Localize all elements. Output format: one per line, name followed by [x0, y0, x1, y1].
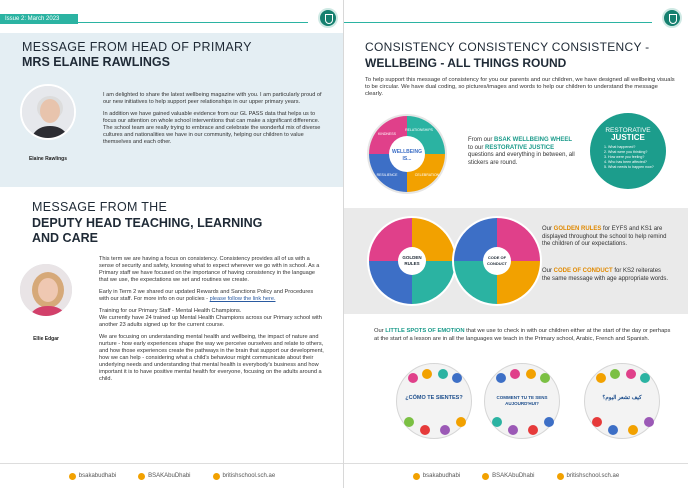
svg-text:IS...: IS...: [402, 156, 412, 162]
page-divider: [343, 0, 344, 488]
facebook-icon: [413, 473, 420, 480]
facebook-link[interactable]: bsakabudhabi: [69, 473, 116, 480]
globe-icon: [557, 473, 564, 480]
website-link-right[interactable]: britishschool.sch.ae: [557, 473, 620, 480]
emotion-circle-arabic: [584, 363, 660, 439]
deputy-paragraph-4: We are focusing on understanding mental health and wellbeing, the impact of nature and nurture - how early experiences shape the way we perceive ourselves and relate to others, and how those experiences create the pathways in the brain that support our development, how we can help - considering what a child's behaviour might communicate about their underlying needs and understanding that mental health is everybody's business and how important it is to have positive mental health for everyone, focusing on the adults around a child.: [99, 334, 324, 382]
svg-text:CELEBRATION: CELEBRATION: [414, 173, 440, 177]
training-title: Training for our Primary Staff - Mental Health Champions.: [99, 308, 242, 314]
deputy-title-line1: DEPUTY HEAD TEACHING, LEARNING: [32, 216, 263, 230]
code-of-conduct-circle: [452, 216, 542, 306]
instagram-link[interactable]: BSAKAbuDhabi: [138, 473, 190, 480]
svg-text:GOLDEN: GOLDEN: [402, 255, 422, 260]
intro-text: To help support this message of consistency for you our parents and our children, we have designed all wellbeing visuals to be circular. We have dual coding, so pictures/images and words to help our children to understand the message clearly.: [365, 77, 675, 97]
head-heading: MESSAGE FROM HEAD OF PRIMARY: [22, 40, 252, 54]
top-rule: [78, 22, 308, 23]
deputy-message-text: [99, 256, 324, 388]
svg-text:WELLBEING: WELLBEING: [392, 149, 422, 155]
svg-text:RELATIONSHIPS: RELATIONSHIPS: [405, 128, 433, 132]
right-footer: [344, 463, 688, 488]
training-text: We currently have 24 trained up Mental Health Champions across our Primary school with another 23 adults signed up for the current course.: [99, 315, 322, 328]
emotion-label-spanish: ¿CÓMO TE SIENTES?: [405, 395, 463, 401]
rj-title-1: RESTORATIVE: [605, 127, 651, 134]
restorative-justice-circle: [590, 113, 666, 189]
elaine-portrait: [20, 84, 76, 140]
golden-rules-circle: [367, 216, 457, 306]
wellbeing-wheel: [366, 113, 448, 195]
svg-text:KINDNESS: KINDNESS: [378, 132, 396, 136]
rules-circles: [366, 214, 544, 308]
left-footer: [0, 463, 344, 488]
svg-text:CONDUCT: CONDUCT: [487, 261, 507, 266]
head-paragraph-1: I am delighted to share the latest wellbeing magazine with you. I am particularly proud of our new initiatives to help support peer relationships in our upper primary years.: [103, 92, 322, 105]
emotion-circle-spanish: [396, 363, 472, 439]
golden-rules-text: Our GOLDEN RULES for EYFS and KS1 are displayed throughout the school to help remind the children of our expectations.: [542, 226, 667, 247]
instagram-icon: [138, 473, 145, 480]
website-link[interactable]: britishschool.sch.ae: [213, 473, 276, 480]
issue-tag: Issue 2: March 2023: [0, 14, 78, 24]
head-name-heading: MRS ELAINE RAWLINGS: [22, 55, 170, 69]
emotion-label-arabic: كيف تشعر اليوم؟: [602, 395, 642, 401]
svg-text:CODE OF: CODE OF: [487, 255, 507, 260]
deputy-heading: MESSAGE FROM THE: [32, 200, 168, 214]
rj-title-2: JUSTICE: [611, 133, 645, 142]
policy-link[interactable]: please follow the link here.: [209, 296, 276, 302]
deputy-paragraph-2: [99, 289, 324, 303]
policy-text: Early in Term 2 we shared our updated Rewards and Sanctions Policy and Procedures with our staff. For more info on our policies -: [99, 289, 314, 302]
head-paragraph-2: In addition we have gained valuable evidence from our GL PASS data that helps us to focus our attention on whole school interventions that can make a significant difference. The school team are really trying to embrace and celebrate the wonderful mix of diverse cultures and nationalities we have in our community, helping our children to value themselves and each other.: [103, 111, 321, 145]
facebook-link-right[interactable]: bsakabudhabi: [413, 473, 460, 480]
deputy-paragraph-3: [99, 308, 324, 329]
head-message-text: [103, 92, 328, 151]
deputy-paragraph-1: This term we are having a focus on consistency. Consistency provides all of us with a sense of security and safety, knowing what to expect wherever we go with in school. As a Primary staff we have focused on the importance of having consistency in the language that we use, the expectations we set and routines we create.: [99, 256, 320, 283]
top-rule-right: [344, 22, 652, 23]
svg-text:RESILIENCE: RESILIENCE: [376, 173, 398, 177]
school-logo-icon-right: [662, 8, 682, 28]
elaine-caption: Elaine Rawlings: [28, 156, 68, 162]
svg-text:RULES: RULES: [404, 261, 420, 266]
deputy-title-line2: AND CARE: [32, 231, 98, 245]
emotion-circle-french: [484, 363, 560, 439]
conduct-text: Our CODE OF CONDUCT for KS2 reiterates the same message with age appropriate words.: [542, 268, 669, 282]
instagram-icon: [482, 473, 489, 480]
rj-questions: 1. What happened? 2. What were you thinking? 3. How were you feeling? 4. Who has been affected? 5. What needs to happen now?: [604, 145, 654, 169]
school-logo-icon: [318, 8, 338, 28]
right-page: [344, 0, 688, 488]
wheel-text: From our BSAK WELLBEING WHEEL to our RESTORATIVE JUSTICE questions and everything in between, all stickers are round.: [468, 137, 575, 166]
emotion-label-french: COMMENT TU TE SENS AUJOURD'HUI?: [496, 395, 548, 406]
ellie-caption: Ellie Edgar: [33, 336, 59, 342]
globe-icon: [213, 473, 220, 480]
facebook-icon: [69, 473, 76, 480]
emotion-text: Our LITTLE SPOTS OF EMOTION that we use to check in with our children either at the start of the day or perhaps at the start of a lesson are in all the languages we teach in the Primary school, Arabic, French and Spanish.: [374, 328, 671, 342]
wellbeing-heading: WELLBEING - ALL THINGS ROUND: [365, 56, 567, 70]
ellie-portrait: [18, 262, 74, 318]
consistency-heading: CONSISTENCY CONSISTENCY CONSISTENCY -: [365, 40, 650, 54]
instagram-link-right[interactable]: BSAKAbuDhabi: [482, 473, 534, 480]
